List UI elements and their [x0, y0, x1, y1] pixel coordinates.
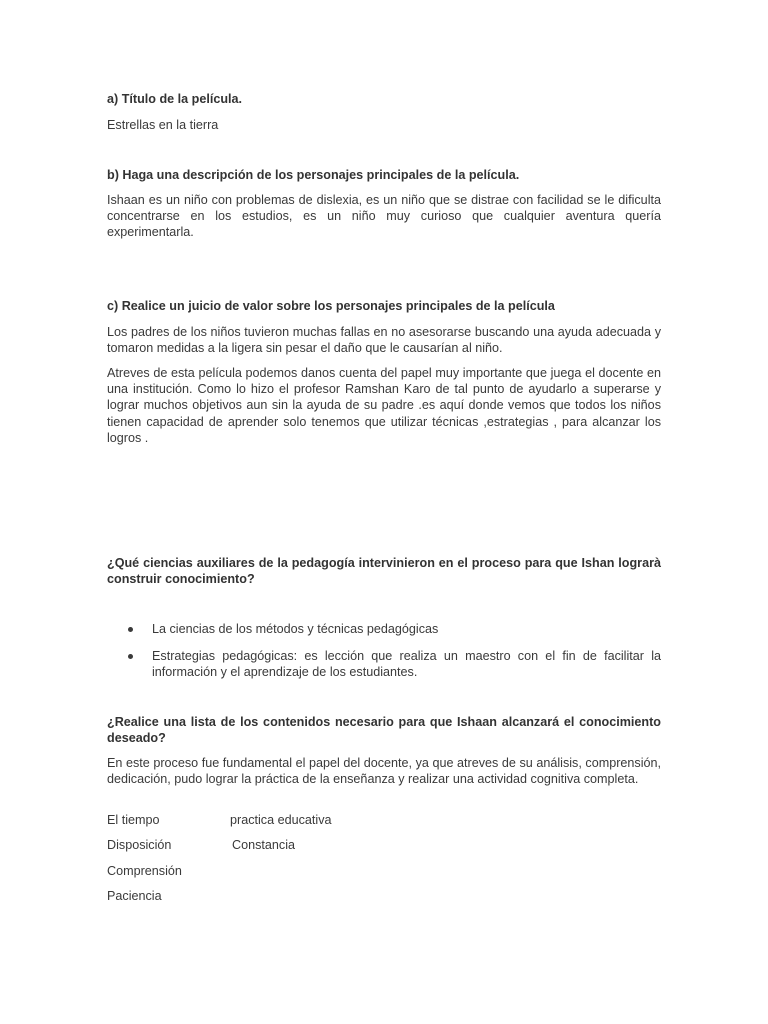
list-item: Constancia: [232, 838, 296, 852]
heading-character-description: b) Haga una descripción de los personajes principales de la película.: [107, 168, 520, 182]
paragraph-character-description: Ishaan es un niño con problemas de dislexia, es un niño que se distrae con facilidad se le dificulta concentrarse en los estudios, es un niño muy curioso que cualquier aventura quería experimentarla.: [107, 193, 661, 240]
list-item: Paciencia: [107, 889, 162, 903]
bullet-list-item: [107, 621, 661, 637]
paragraph-teacher: Atreves de esta película podemos danos cuenta del papel muy importante que juega el docente en una institución. Como lo hizo el profesor Ramshan Karo de tal punto de ayudarlo a superarse y lograr muchos objetivos aun sin la ayuda de su padre .es aquí donde vemos que todos los niños tienen capacidad de aprender solo tenemos que utilizar técnicas ,estrategias , para alcanzar los logros .: [107, 366, 661, 445]
heading-value-judgment: c) Realice un juicio de valor sobre los personajes principales de la película: [107, 299, 555, 313]
heading-auxiliary-sciences: ¿Qué ciencias auxiliares de la pedagogía intervinieron en el proceso para que Ishan lograrà construir conocimiento?: [107, 556, 661, 587]
paragraph-process: En este proceso fue fundamental el papel del docente, ya que atreves de su análisis, comprensión, dedicación, pudo lograr la práctica de la enseñanza y realizar una actividad cognitiva completa.: [107, 756, 661, 787]
bullet-list-item: [107, 648, 661, 680]
list-item: Disposición: [107, 838, 172, 852]
list-item: Comprensión: [107, 864, 182, 878]
answer-movie-title: Estrellas en la tierra: [107, 118, 219, 132]
bullet-text: La ciencias de los métodos y técnicas pedagógicas: [152, 622, 439, 636]
list-item: practica educativa: [230, 813, 332, 827]
document-page: [107, 0, 661, 1024]
heading-movie-title: a) Título de la película.: [107, 92, 243, 106]
bullet-dot-icon: [128, 654, 133, 659]
list-item: El tiempo: [107, 813, 160, 827]
bullet-text: Estrategias pedagógicas: es lección que realiza un maestro con el fin de facilitar la información y el aprendizaje de los estudiantes.: [152, 649, 661, 680]
heading-content-list: ¿Realice una lista de los contenidos necesario para que Ishaan alcanzará el conocimiento deseado?: [107, 715, 661, 746]
paragraph-parents: Los padres de los niños tuvieron muchas fallas en no asesorarse buscando una ayuda adecuada y tomaron medidas a la ligera sin pesar el daño que le causarían al niño.: [107, 325, 661, 356]
bullet-dot-icon: [128, 627, 133, 632]
